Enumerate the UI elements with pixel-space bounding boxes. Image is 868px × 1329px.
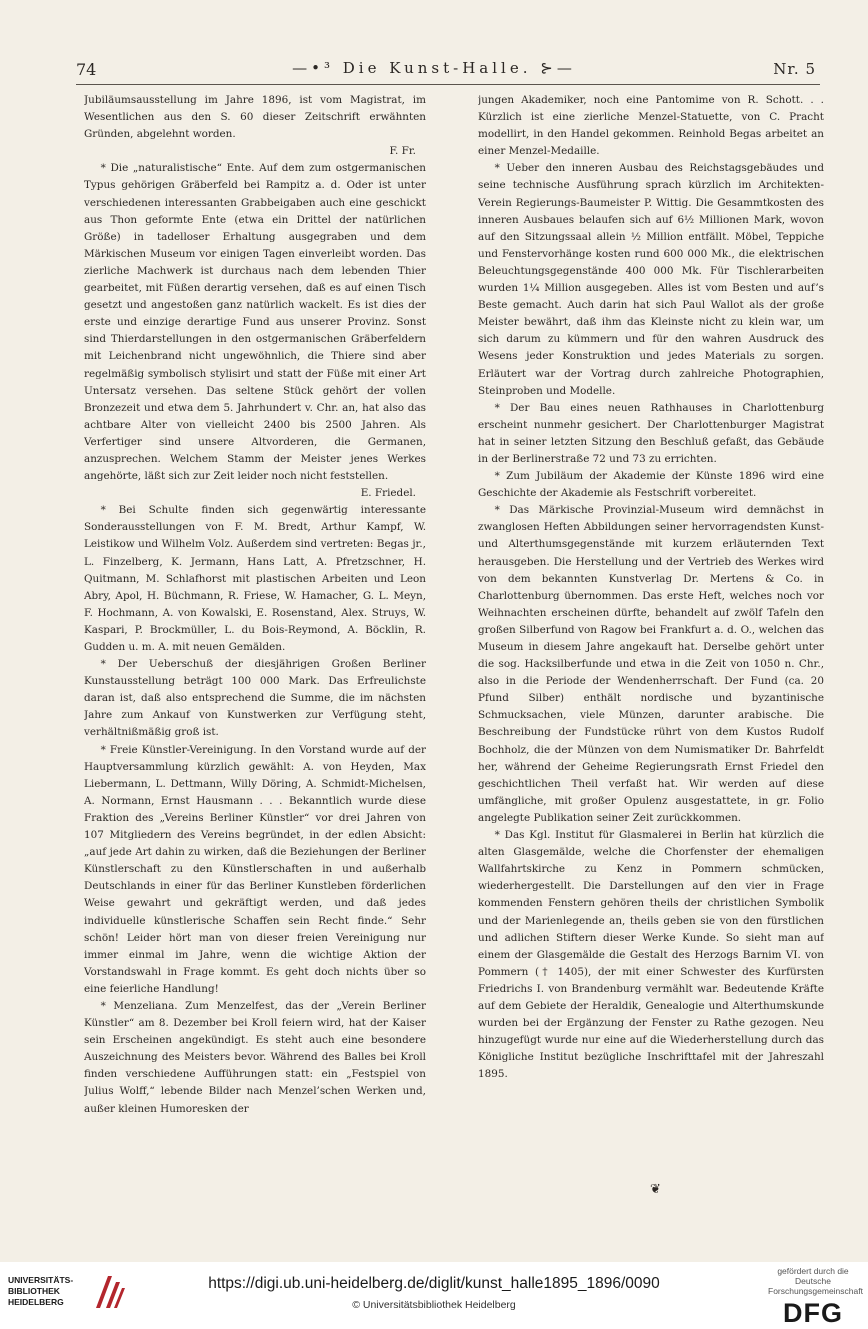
article-paragraph: * Das Kgl. Institut für Glasmalerei in Berlin hat kürzlich die alten Glasgemälde, welche die Chorfenster der ehemaligen Wallfahrtskirche zu Kenz in Pommern schmücken, wiederhergestellt. Die Darstellungen auf den vier in Frage kommenden Fenstern gehören theils der christlichen Symbolik und der Marienlegende an, theils geben sie von den fürstlichen und adlichen Stiftern dieser Werke Kunde. So sieht man auf einem der Glasgemälde die Gestalt des Herzogs Barnim VI. von Pommern († 1405), der mit einer Schwester des Kurfürsten Friedrichs I. von Brandenburg vermählt war. Bedeutende Kräfte auf dem Gebiete der Heraldik, Genealogie und Alterthumskunde wurden bei der Ergänzung der Fenster zu Rathe gezogen. Neu hinzugefügt wurde nur eine auf die Wiederherstellung durch das Königliche Institut bezügliche Inschrifttafel mit der Jahreszahl 1895.	[478, 829, 824, 1081]
article-paragraph: * Zum Jubiläum der Akademie der Künste 1896 wird eine Geschichte der Akademie als Festschrift vorbereitet.	[478, 470, 824, 500]
article-paragraph: Jubiläumsausstellung im Jahre 1896, ist vom Magistrat, im Wesentlichen aus den S. 60 dieser Zeitschrift erwähnten Gründen, abgelehnt worden.	[84, 94, 426, 141]
article-paragraph: * Bei Schulte finden sich gegenwärtig interessante Sonderausstellungen von F. M. Bredt, Arthur Kampf, W. Leistikow und Wilhelm Volz. Außerdem sind vertreten: Begas jr., L. Finzelberg, K. Jermann, Hans Latt, A. Pfretzschner, H. Quitmann, M. Schlafhorst mit plastischen Arbeiten und Leon Abry, Apol, H. Büchmann, R. Friese, W. Hamacher, G. L. Meyn, F. Hochmann, A. von Kowalski, E. Rosenstand, Alex. Struys, W. Kaspari, P. Brockmüller, L. du Bois-Reymond, A. Böcklin, R. Gudden u. m. A. mit neuen Gemälden.	[84, 504, 426, 653]
author-signature: F. Fr.	[389, 145, 416, 158]
end-ornament: ❦	[650, 1182, 661, 1197]
institution-name: UNIVERSITÄTS- BIBLIOTHEK HEIDELBERG	[8, 1275, 74, 1307]
article-paragraph: * Der Bau eines neuen Rathhauses in Charlottenburg erscheint nunmehr gesichert. Der Charlottenburger Magistrat hat in seiner letzten Sitzung den Beschluß gefaßt, das Gebäude in der Berlinerstraße 72 und 73 zu errichten.	[478, 401, 824, 465]
footer	[0, 1262, 868, 1328]
running-header	[0, 58, 868, 82]
page-number: 74	[76, 60, 97, 79]
dfg-logo-text: DFG	[783, 1298, 843, 1328]
left-column	[84, 92, 426, 1187]
permalink-url[interactable]: https://digi.ub.uni-heidelberg.de/diglit/kunst_halle1895_1896/0090	[208, 1275, 660, 1292]
funding-note: gefördert durch die Deutsche Forschungsgemeinschaft	[768, 1266, 863, 1296]
header-rule	[76, 84, 820, 85]
article-paragraph: * Die „naturalistische“ Ente. Auf dem zum ostgermanischen Typus gehörigen Gräberfeld bei Rampitz a. d. Oder ist unter verschiedenen interessanten Grabbeigaben auch eine geschickt aus Thon geformte Ente (etwa ein Drittel der natürlichen Größe) in tadelloser Erhaltung ausgegraben und dem Märkischen Museum vor einigen Tagen einverleibt worden. Das zierliche Machwerk ist durchaus nach dem lebenden Thier gearbeitet, mit Füßen derartig versehen, daß es auf einen Tisch gesetzt und angestoßen ganz natürlich wackelt. Es ist dies der erste und einzige derartige Fund aus unserer Provinz. Sonst sind Thierdarstellungen in den ostgermanischen Gräberfeldern mit Leichenbrand nicht ungewöhnlich, die Thiere sind aber regelmäßig symbolisch stylisirt und statt der Füße mit einer Art Untersatz versehen. Das seltene Stück gehört der vollen Bronzezeit und etwa dem 5. Jahrhundert v. Chr. an, hat also das achtbare Alter von vielleicht 2400 bis 2500 Jahren. Als Verfertiger sind unsere Altvorderen, die Germanen, anzusprechen. Welchem Stamm der Meister jenes Werkes angehörte, läßt sich zur Zeit leider noch nicht feststellen.	[84, 162, 426, 483]
article-paragraph: * Menzeliana. Zum Menzelfest, das der „Verein Berliner Künstler“ am 8. Dezember bei Kroll feiern wird, hat der Kaiser sein Erscheinen angekündigt. Es steht auch eine besondere Auszeichnung des Meisters bevor. Während des Balles bei Kroll finden verschiedene Aufführungen statt: ein „Festspiel von Julius Wolff,“ lebende Bilder nach Menzel’schen Werken und, außer kleinen Humoresken der	[84, 999, 426, 1115]
article-paragraph: * Das Märkische Provinzial-Museum wird demnächst in zwanglosen Heften Abbildungen seiner hervorragendsten Kunst- und Alterthumsgegenstände mit kurzem erläuternden Text herausgeben. Die Herstellung und der Vertrieb des Werkes wird von dem bekannten Kunstverlag Dr. Mertens & Co. in Charlottenburg übernommen. Das erste Heft, welches noch vor Weihnachten erscheinen dürfte, behandelt auf zwölf Tafeln den großen Silberfund von Ragow bei Frankfurt a. d. O., welchen das Museum in diesem Jahre angekauft hat. Derselbe gehört unter die sog. Hacksilberfunde und etwa in die Zeit von 1050 n. Chr., also in die Periode der Wendenherrschaft. Der Fund (ca. 20 Pfund Silber) enthält nordische und byzantinische Schmucksachen, viele Münzen, darunter arabische. Die Beschreibung der Fundstücke rührt von dem Kustos Rudolf Bochholz, die der Münzen von dem Numismatiker Dr. Bahrfeldt her, während der Geheime Regierungsrath Ernst Friedel den geschichtlichen Theil verfaßt hat. Wir werden auf diese umfängliche, mit großer Opulenz ausgestattete, in gr. Folio angelegte Publikation seiner Zeit zurückkommen.	[478, 504, 824, 824]
issue-number: Nr. 5	[773, 60, 816, 78]
dfg-funding-logo[interactable]	[768, 1266, 863, 1329]
article-paragraph: * Freie Künstler-Vereinigung. In den Vorstand wurde auf der Hauptversammlung kürzlich gewählt: A. von Heyden, Max Liebermann, L. Dettmann, Willy Döring, A. Schmidt-Michelsen, A. Normann, Ernst Hausmann . . . Bekanntlich wurde diese Fraktion des „Vereins Berliner Künstler“ vor drei Jahren von 107 Mitgliedern des Vereins begründet, in der edlen Absicht: „auf jede Art dahin zu wirken, daß die Beziehungen der Berliner Künstlerschaft zu den Künstlerschaften in und außerhalb Deutschlands in einer für das Berliner Kunstleben förderlichen Weise gewahrt und gekräftigt werden, und daß jedes individuelle künstlerische Schaffen sein Recht finde.“ Sehr schön! Leider hört man von dieser freien Vereinigung nur immer einmal im Jahre, wenn die wichtige Aktion der Vorstandswahl in Frage kommt. Es geht doch nichts über so eine feierliche Handlung!	[84, 743, 426, 995]
article-paragraph: * Ueber den inneren Ausbau des Reichstagsgebäudes und seine technische Ausführung sprach kürzlich im Architekten-Verein Regierungs-Baumeister P. Wittig. Die Gesammtkosten des inneren Ausbaues belaufen sich auf 6½ Millionen Mark, wovon auf den Sitzungssaal allein ½ Million entfällt. Möbel, Teppiche und Fenstervorhänge kosten rund 600 000 Mk., die elektrischen Beleuchtungsgegenstände 400 000 Mk. Für Tischlerarbeiten wurden 1¼ Million ausgegeben. Alles ist vom Besten und auf’s Beste gemacht. Auch darin hat sich Paul Wallot als der große Meister bewährt, daß ihm das Kleinste nicht zu klein war, um sich darum zu kümmern und für den wahren Ausdruck des Wesens jeder Konstruktion und jedes Materials zu sorgen. Erläutert war der Vortrag durch zahlreiche Photographien, Steinproben und Modelle.	[478, 162, 824, 397]
running-title: —•³ Die Kunst-Halle. ⊱—	[292, 59, 576, 77]
article-paragraph: * Der Ueberschuß der diesjährigen Großen Berliner Kunstausstellung beträgt 100 000 Mark. Das Erfreulichste daran ist, daß also entsprechend die Summe, die im nächsten Jahre zum Ankauf von Kunstwerken zur Verfügung steht, verhältnißmäßig groß ist.	[84, 658, 426, 739]
article-paragraph: jungen Akademiker, noch eine Pantomime von R. Schott. . . Kürzlich ist eine zierliche Menzel-Statuette, von C. Pracht modellirt, in den Handel gekommen. Reinhold Begas arbeitet an einer Menzel-Medaille.	[478, 94, 824, 158]
copyright-notice: © Universitätsbibliothek Heidelberg	[352, 1299, 516, 1311]
author-signature: E. Friedel.	[360, 487, 416, 500]
right-column	[478, 92, 824, 1187]
